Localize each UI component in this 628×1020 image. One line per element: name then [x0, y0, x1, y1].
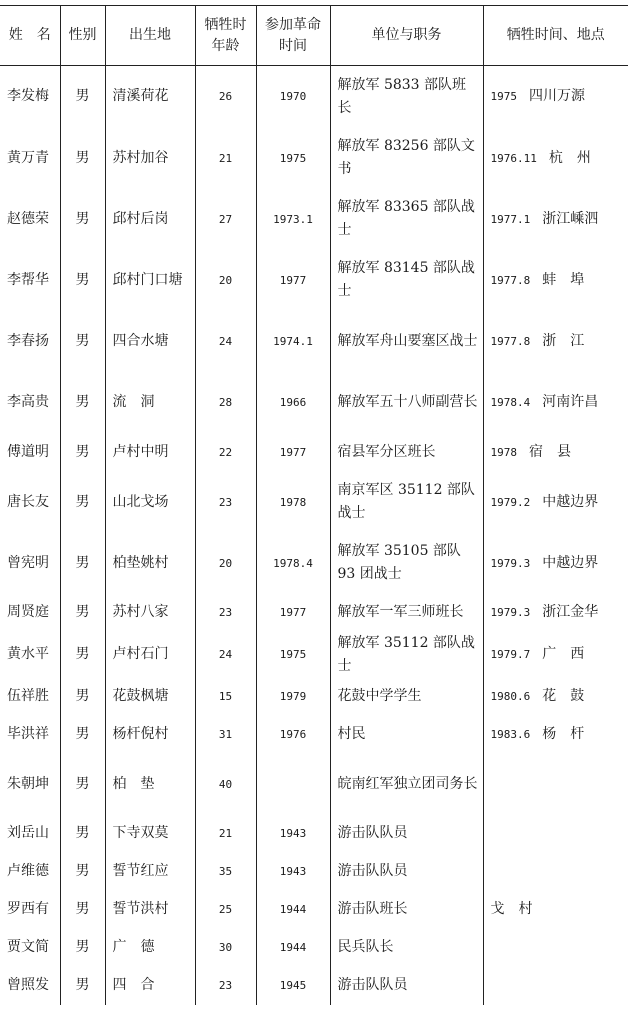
cell-gender: 男 [60, 815, 105, 853]
table-row [0, 929, 628, 967]
header-death: 牺牲时间、地点 [483, 6, 628, 66]
cell-join: 1945 [256, 967, 330, 1005]
death-time: 1979.2 [490, 495, 531, 509]
cell-age: 21 [195, 815, 256, 853]
cell-birthplace: 誓节红应 [105, 853, 195, 891]
cell-gender: 男 [60, 472, 105, 533]
cell-position: 花鼓中学学生 [330, 678, 483, 716]
cell-name: 周贤庭 [7, 604, 49, 620]
death-place: 浙江嵊泗 [542, 210, 599, 227]
header-birthplace: 出生地 [105, 6, 195, 66]
cell-position: 解放军 35105 部队 93 团战士 [330, 533, 483, 594]
martyrs-table [0, 5, 628, 1005]
cell-position: 解放军舟山要塞区战士 [330, 311, 483, 372]
header-join [256, 6, 330, 66]
cell-gender: 男 [60, 716, 105, 754]
cell-death [483, 891, 628, 929]
table-row [0, 472, 628, 533]
cell-age: 22 [195, 434, 256, 472]
cell-name: 毕洪祥 [7, 726, 49, 742]
cell-age: 23 [195, 472, 256, 533]
cell-join: 1943 [256, 815, 330, 853]
cell-gender: 男 [60, 66, 105, 128]
cell-position: 解放军 83365 部队战士 [330, 189, 483, 250]
cell-name: 曾宪明 [7, 554, 49, 571]
table-row [0, 128, 628, 189]
cell-age: 23 [195, 967, 256, 1005]
death-place: 中越边界 [542, 493, 599, 510]
cell-position: 解放军五十八师副营长 [330, 372, 483, 434]
table-row [0, 678, 628, 716]
header-name: 姓 名 [8, 27, 51, 43]
cell-name: 黄万青 [7, 149, 49, 166]
cell-death [483, 853, 628, 891]
cell-age: 15 [195, 678, 256, 716]
cell-age: 27 [195, 189, 256, 250]
cell-name: 曾照发 [7, 977, 49, 993]
cell-name: 黄水平 [7, 646, 49, 662]
table-row [0, 815, 628, 853]
cell-birthplace: 广 德 [105, 929, 195, 967]
death-time: 1978.4 [490, 396, 531, 409]
cell-name: 李帮华 [7, 271, 49, 288]
cell-birthplace: 誓节洪村 [105, 891, 195, 929]
cell-age: 40 [195, 754, 256, 815]
cell-gender: 男 [60, 533, 105, 594]
death-place: 四川万源 [529, 88, 585, 105]
table-row [0, 891, 628, 929]
cell-death [483, 594, 628, 632]
cell-gender: 男 [60, 967, 105, 1005]
header-age-line2: 年龄 [211, 37, 240, 54]
cell-death [483, 66, 628, 128]
cell-gender: 男 [60, 632, 105, 678]
death-time: 1977.8 [490, 273, 531, 287]
table-row [0, 311, 628, 372]
cell-position: 游击队班长 [330, 891, 483, 929]
cell-gender: 男 [60, 929, 105, 967]
header-age [195, 6, 256, 66]
cell-birthplace: 柏垫姚村 [105, 533, 195, 594]
death-place: 浙 江 [542, 332, 585, 349]
cell-gender: 男 [60, 853, 105, 891]
cell-birthplace: 山北戈场 [105, 472, 195, 533]
table-body [0, 66, 628, 1005]
death-time: 1979.3 [490, 606, 531, 619]
cell-death [483, 815, 628, 853]
death-place: 浙江金华 [542, 604, 599, 620]
table-row [0, 189, 628, 250]
table-row [0, 434, 628, 472]
death-time: 1975 [490, 90, 517, 104]
cell-age: 23 [195, 594, 256, 632]
table-row [0, 372, 628, 434]
cell-age: 28 [195, 372, 256, 434]
cell-name: 罗西有 [7, 901, 49, 917]
death-time: 1980.6 [490, 690, 531, 703]
cell-position: 游击队队员 [330, 853, 483, 891]
cell-position: 南京军区 35112 部队战士 [330, 472, 483, 533]
cell-name: 李高贵 [7, 394, 49, 410]
cell-name: 刘岳山 [7, 825, 49, 841]
cell-join: 1970 [256, 66, 330, 128]
cell-gender: 男 [60, 311, 105, 372]
cell-position: 解放军 5833 部队班长 [330, 66, 483, 128]
cell-name: 朱朝坤 [7, 775, 49, 792]
death-place: 蚌 埠 [542, 271, 585, 288]
cell-age: 20 [195, 533, 256, 594]
cell-join: 1978 [256, 472, 330, 533]
cell-name: 赵德荣 [7, 210, 49, 227]
cell-gender: 男 [60, 128, 105, 189]
cell-gender: 男 [60, 434, 105, 472]
cell-name: 唐长友 [7, 493, 49, 510]
table-row [0, 967, 628, 1005]
header-position: 单位与职务 [330, 6, 483, 66]
cell-gender: 男 [60, 250, 105, 311]
cell-birthplace: 邱村后岗 [105, 189, 195, 250]
cell-death [483, 632, 628, 678]
cell-gender: 男 [60, 594, 105, 632]
death-place: 河南许昌 [542, 394, 599, 410]
cell-name: 李春扬 [7, 332, 49, 349]
cell-age: 24 [195, 632, 256, 678]
death-place: 中越边界 [542, 554, 599, 571]
cell-gender: 男 [60, 891, 105, 929]
cell-death [483, 128, 628, 189]
cell-gender: 男 [60, 372, 105, 434]
cell-age: 35 [195, 853, 256, 891]
cell-death [483, 434, 628, 472]
cell-birthplace: 卢村中明 [105, 434, 195, 472]
cell-birthplace: 四合水塘 [105, 311, 195, 372]
cell-position: 解放军一军三师班长 [330, 594, 483, 632]
table-row [0, 250, 628, 311]
cell-join: 1943 [256, 853, 330, 891]
cell-age: 21 [195, 128, 256, 189]
cell-birthplace: 下寺双莫 [105, 815, 195, 853]
cell-join: 1944 [256, 891, 330, 929]
death-time: 1983.6 [490, 728, 531, 741]
cell-name: 卢维德 [7, 863, 49, 879]
cell-age: 24 [195, 311, 256, 372]
death-time: 1979.7 [490, 648, 531, 661]
cell-join [256, 754, 330, 815]
cell-join: 1977 [256, 434, 330, 472]
cell-birthplace: 邱村门口塘 [105, 250, 195, 311]
table-row [0, 853, 628, 891]
cell-age: 26 [195, 66, 256, 128]
cell-join: 1977 [256, 594, 330, 632]
cell-death [483, 678, 628, 716]
cell-position: 村民 [330, 716, 483, 754]
cell-death [483, 929, 628, 967]
cell-birthplace: 流 洞 [105, 372, 195, 434]
death-place: 戈 村 [490, 901, 533, 917]
cell-age: 30 [195, 929, 256, 967]
cell-death [483, 472, 628, 533]
table-row [0, 632, 628, 678]
cell-birthplace: 苏村加谷 [105, 128, 195, 189]
cell-join: 1975 [256, 632, 330, 678]
cell-position: 解放军 35112 部队战士 [330, 632, 483, 678]
cell-position: 游击队队员 [330, 967, 483, 1005]
cell-birthplace: 四 合 [105, 967, 195, 1005]
cell-gender: 男 [60, 754, 105, 815]
cell-death [483, 250, 628, 311]
cell-birthplace: 花鼓枫塘 [105, 678, 195, 716]
cell-position: 解放军 83145 部队战士 [330, 250, 483, 311]
cell-birthplace: 杨杆倪村 [105, 716, 195, 754]
cell-gender: 男 [60, 678, 105, 716]
cell-name: 李发梅 [7, 88, 49, 105]
cell-position: 民兵队长 [330, 929, 483, 967]
cell-name: 伍祥胜 [7, 688, 49, 704]
cell-name: 贾文简 [7, 939, 49, 955]
death-time: 1979.3 [490, 556, 531, 570]
header-join-line2: 时间 [279, 37, 307, 54]
death-place: 宿 县 [529, 444, 571, 460]
cell-birthplace: 柏 垫 [105, 754, 195, 815]
header-join-line1: 参加革命 [265, 16, 321, 33]
cell-position: 游击队队员 [330, 815, 483, 853]
cell-death [483, 189, 628, 250]
cell-join: 1976 [256, 716, 330, 754]
table-row [0, 716, 628, 754]
cell-death [483, 967, 628, 1005]
death-time: 1977.1 [490, 212, 531, 226]
cell-name: 傅道明 [7, 444, 49, 460]
death-place: 杨 杆 [542, 726, 585, 742]
cell-birthplace: 卢村石门 [105, 632, 195, 678]
cell-age: 25 [195, 891, 256, 929]
cell-birthplace: 清溪荷花 [105, 66, 195, 128]
cell-join: 1973.1 [256, 189, 330, 250]
cell-join: 1977 [256, 250, 330, 311]
cell-death [483, 311, 628, 372]
death-time: 1976.11 [490, 151, 537, 165]
death-place: 花 鼓 [542, 688, 585, 704]
cell-age: 31 [195, 716, 256, 754]
cell-death [483, 372, 628, 434]
cell-death [483, 533, 628, 594]
death-place: 杭 州 [548, 149, 591, 166]
death-place: 广 西 [542, 646, 585, 662]
header-gender: 性别 [60, 6, 105, 66]
cell-join: 1979 [256, 678, 330, 716]
death-time: 1977.8 [490, 334, 531, 348]
cell-gender: 男 [60, 189, 105, 250]
cell-join: 1975 [256, 128, 330, 189]
cell-join: 1974.1 [256, 311, 330, 372]
table-row [0, 533, 628, 594]
cell-death [483, 716, 628, 754]
header-age-line1: 牺牲时 [204, 16, 247, 33]
cell-join: 1944 [256, 929, 330, 967]
cell-join: 1978.4 [256, 533, 330, 594]
table-row [0, 594, 628, 632]
cell-join: 1966 [256, 372, 330, 434]
table-row [0, 66, 628, 128]
header-row [0, 6, 628, 66]
cell-age: 20 [195, 250, 256, 311]
cell-position: 宿县军分区班长 [330, 434, 483, 472]
cell-position: 解放军 83256 部队文书 [330, 128, 483, 189]
cell-birthplace: 苏村八家 [105, 594, 195, 632]
table-row [0, 754, 628, 815]
cell-death [483, 754, 628, 815]
cell-position: 皖南红军独立团司务长 [330, 754, 483, 815]
death-time: 1978 [490, 446, 517, 459]
